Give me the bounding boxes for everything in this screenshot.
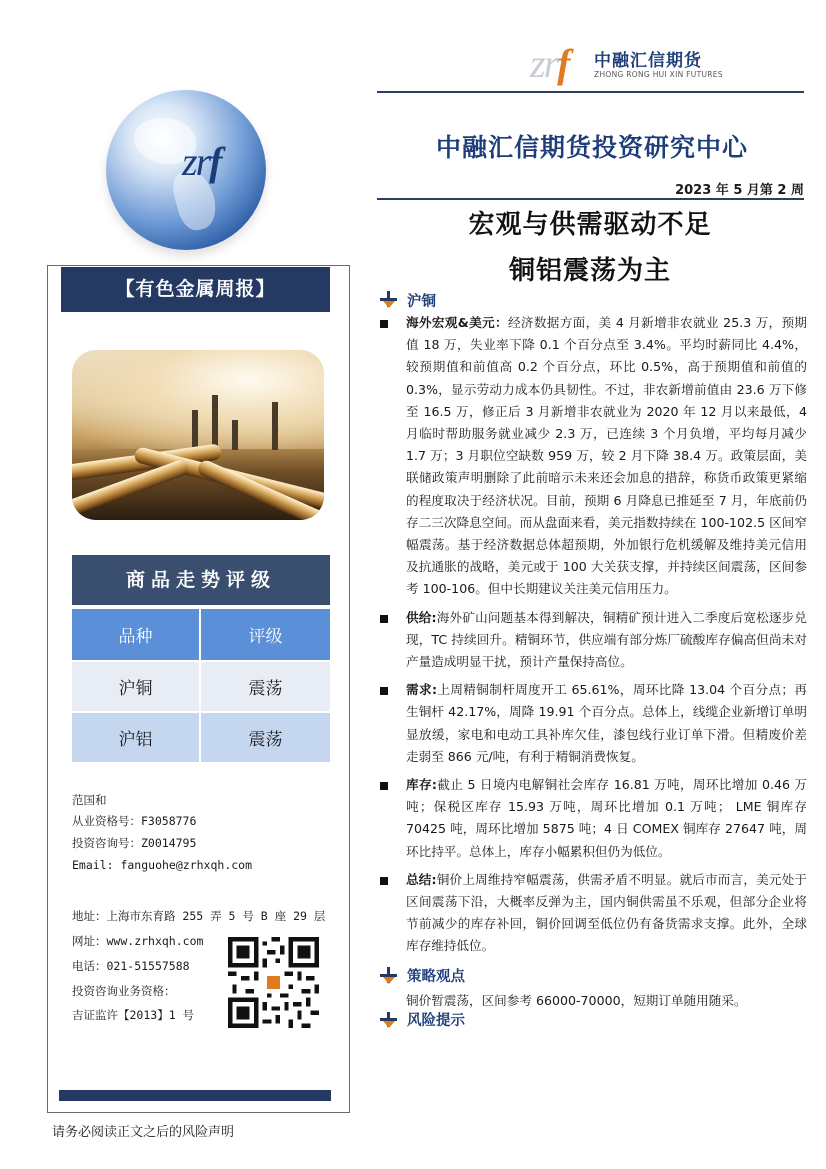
license-number: 吉证监许【2013】1 号 xyxy=(72,1008,195,1022)
section-title-strategy: 策略观点 xyxy=(407,969,465,986)
paragraph-lead: 库存: xyxy=(406,777,437,793)
arrow-bullet-icon xyxy=(379,291,401,309)
analyst-cert: 从业资格号：F3058776 xyxy=(72,814,197,828)
report-week: 2023 年 5 月第 2 周 xyxy=(675,183,804,198)
table-row xyxy=(72,711,330,762)
company-phone: 电话：021-51557588 xyxy=(72,959,190,973)
analyst-email[interactable]: Email: fanguohe@zrhxqh.com xyxy=(72,858,253,872)
strategy-text: 铜价暂震荡，区间参考 66000-70000，短期订单随用随采。 xyxy=(406,992,747,1008)
header-divider xyxy=(377,91,804,93)
section-heading xyxy=(377,964,807,988)
rating-value: 震荡 xyxy=(201,711,330,762)
company-address: 地址：上海市东育路 255 弄 5 号 B 座 29 层 xyxy=(72,909,326,923)
section-heading xyxy=(377,1012,807,1028)
paragraph-inventory xyxy=(377,774,807,863)
license-label: 投资咨询业务资格： xyxy=(72,984,176,998)
paragraph-text: 经济数据方面，美 4 月新增非农就业 25.3 万，预期值 18 万，失业率下降 0.1 个百分点至 3.4%。平均时薪同比 4.4%，较预期值和前值高 0.2 个百分点，环比 0.5%，高于预期值和前值的 0.3%，显示劳动力成本仍具韧性。不过，非农新增前值由 23.6 万下修至 16.5 万，修正后 3 月新增非农就业为 2020 年 12 月以来最低，4 月临时帮助服务就业减少 2.3 万，已连续 3 个月负增，平均每月减少 1.7 万；3 月职位空缺数 959 万，较 2 月下降 38.4 万。政策层面，美联储政策声明删除了此前暗示未来还会加息的措辞，称货币政策更紧缩的程度取决于经济状况。目前，预期 6 月降息已推延至 7 月，年底前仍存二三次降息空间。而从盘面来看，美元指数持续在 100-102.5 区间窄幅震荡。基于经济数据总体超预期，外加银行危机缓解及维持美元信用及抗通胀的战略，美元或于 100 大关获支撑，并持续区间震荡，区间参考 100-106。但中长期建议关注美元信用压力。 xyxy=(406,315,808,597)
paragraph-text: 上周精铜制杆周度开工 65.61%，周环比降 13.04 个百分点；再生铜杆 42.17%，周降 19.91 个百分点。总体上，线缆企业新增订单明显放缓，家电和电动工具补库欠佳，漆包线行业订单下滑。但精废价差走弱至 866 元/吨，有利于精铜消费恢复。 xyxy=(406,682,807,764)
square-bullet-icon xyxy=(380,782,388,790)
logo-english-name: ZHONG RONG HUI XIN FUTURES xyxy=(594,70,723,79)
paragraph-macro xyxy=(377,312,807,601)
square-bullet-icon xyxy=(380,687,388,695)
rating-header-commodity: 品种 xyxy=(72,609,201,660)
arrow-bullet-icon xyxy=(379,967,401,985)
paragraph-lead: 总结: xyxy=(406,871,437,887)
rating-commodity: 沪铜 xyxy=(72,660,201,711)
qr-code[interactable] xyxy=(228,937,319,1028)
section-title-copper: 沪铜 xyxy=(407,293,436,310)
analyst-name: 范国和 xyxy=(72,793,107,807)
square-bullet-icon xyxy=(380,615,388,623)
paragraph-text: 铜价上周维持窄幅震荡，供需矛盾不明显。就后市而言，美元处于区间震荡下沿，大概率反弹为主，国内铜供需虽不乐观，但部分企业将节前减少的库存补回，铜价回调至低位仍有备货需求支撑。此外，全球库存维持低位。 xyxy=(406,871,808,954)
logo-mark: zrf xyxy=(530,41,569,86)
section-heading xyxy=(377,288,807,312)
report-title-line1: 宏观与供需驱动不足 xyxy=(468,210,712,240)
report-title-line2: 铜铝震荡为主 xyxy=(508,256,671,286)
risk-disclaimer: 请务必阅读正文之后的风险声明 xyxy=(52,1125,235,1140)
globe-image xyxy=(106,90,266,250)
rating-commodity: 沪铝 xyxy=(72,711,201,762)
arrow-bullet-icon xyxy=(379,1012,401,1028)
title-divider xyxy=(377,198,804,200)
rating-value: 震荡 xyxy=(201,660,330,711)
logo-chinese-name: 中融汇信期货 xyxy=(594,51,702,71)
paragraph-demand xyxy=(377,679,807,768)
company-website[interactable]: 网址：www.zrhxqh.com xyxy=(72,934,204,948)
rating-section-title: 商品走势评级 xyxy=(72,555,330,605)
pipeline-photo xyxy=(72,350,324,520)
research-center-title: 中融汇信期货投资研究中心 xyxy=(435,133,748,162)
paragraph-lead: 供给: xyxy=(406,609,437,625)
paragraph-text: 海外矿山问题基本得到解决，铜精矿预计进入二季度后宽松逐步兑现，TC 持续回升。精铜环节，供应端有部分炼厂硫酸库存偏高但尚未对产量造成明显干扰，预计产量保持高位。 xyxy=(406,609,808,670)
globe-logo-mark: zrf xyxy=(182,139,221,184)
square-bullet-icon xyxy=(380,877,388,885)
report-category-banner: 【有色金属周报】 xyxy=(61,267,330,312)
paragraph-supply xyxy=(377,607,807,674)
rating-header-rating: 评级 xyxy=(201,609,330,660)
sidebar-bottom-bar xyxy=(59,1090,331,1101)
paragraph-lead: 海外宏观&美元： xyxy=(406,315,508,330)
table-row xyxy=(72,660,330,711)
rating-table xyxy=(72,609,330,762)
square-bullet-icon xyxy=(380,320,388,328)
paragraph-lead: 需求: xyxy=(406,682,437,698)
section-title-risk: 风险提示 xyxy=(407,1013,465,1028)
report-body xyxy=(377,288,807,1028)
paragraph-summary xyxy=(377,869,807,958)
paragraph-text: 截止 5 日境内电解铜社会库存 16.81 万吨，周环比增加 0.46 万吨；保税区库存 15.93 万吨，周环比增加 0.1 万吨； LME 铜库存 70425 吨，周环比增加 5875 吨；4 日 COMEX 铜库存 27647 吨，周环比持平。总体上，库存小幅累积但仍为低位。 xyxy=(406,777,807,859)
company-logo xyxy=(530,41,730,86)
analyst-consult-id: 投资咨询号：Z0014795 xyxy=(72,836,197,850)
